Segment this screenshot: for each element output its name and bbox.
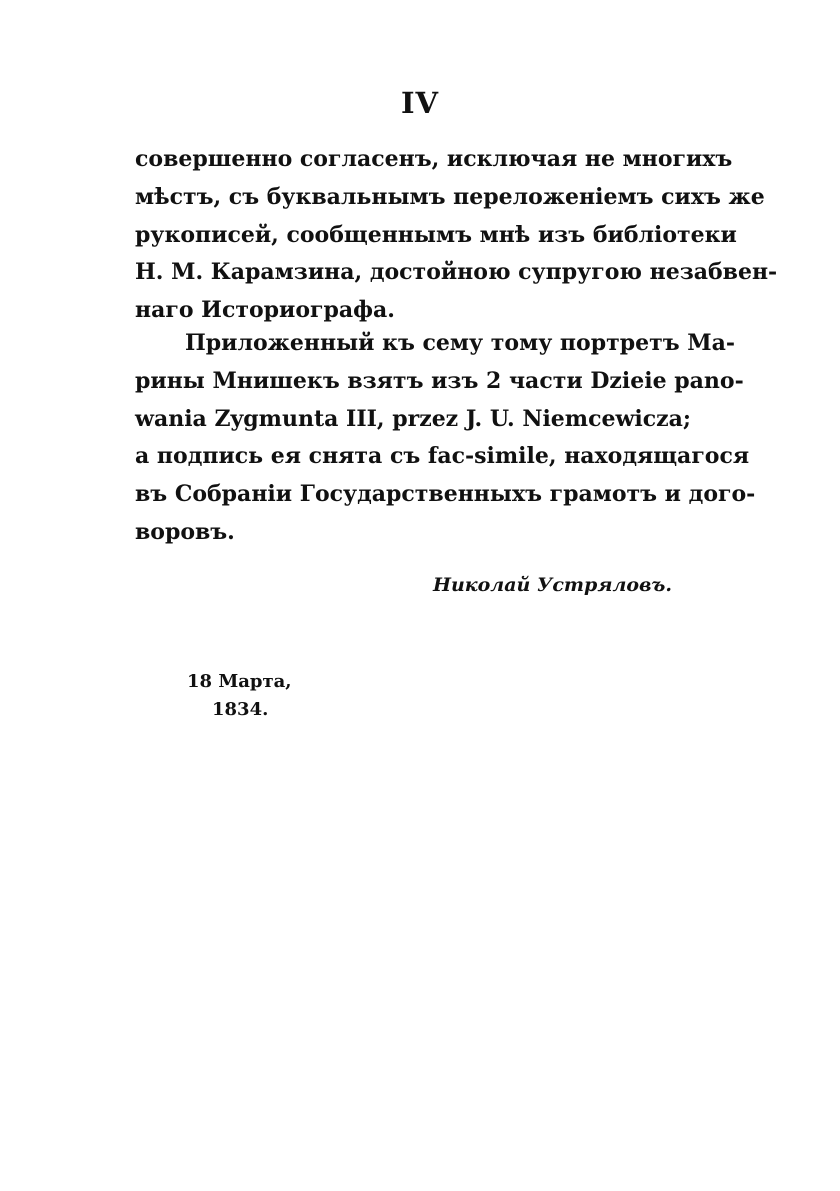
page-number: IV bbox=[400, 86, 440, 120]
text-line: а подпись ея снята съ fac-simile, находящагося bbox=[135, 443, 750, 470]
text-line: рукописей, сообщеннымъ мнѣ изъ библiотеки bbox=[135, 221, 737, 248]
text-line: рины Мнишекъ взятъ изъ 2 части Dzieie pano- bbox=[135, 367, 744, 394]
text-line: совершенно согласенъ, исключая не многихъ bbox=[135, 146, 733, 172]
text-line: мѣстъ, съ буквальнымъ переложенiемъ сихъ же bbox=[135, 183, 765, 210]
author-signature: Николай Устряловъ. bbox=[433, 574, 672, 596]
date-day-month: 18 Марта, bbox=[187, 671, 292, 692]
paragraph-2 bbox=[135, 325, 756, 552]
text-line: wania Zygmunta III, przez J. U. Niemcewicza; bbox=[135, 405, 692, 432]
date-year: 1834. bbox=[212, 699, 269, 720]
text-line: наго Историографа. bbox=[135, 297, 395, 324]
text-line: въ Собранiи Государственныхъ грамотъ и дого- bbox=[135, 481, 756, 508]
paragraph-1 bbox=[135, 141, 778, 330]
text-line: Приложенный къ сему тому портретъ Ма- bbox=[185, 330, 736, 356]
text-line: воровъ. bbox=[135, 518, 235, 545]
text-line: Н. М. Карамзина, достойною супругою незабвен- bbox=[135, 259, 778, 286]
